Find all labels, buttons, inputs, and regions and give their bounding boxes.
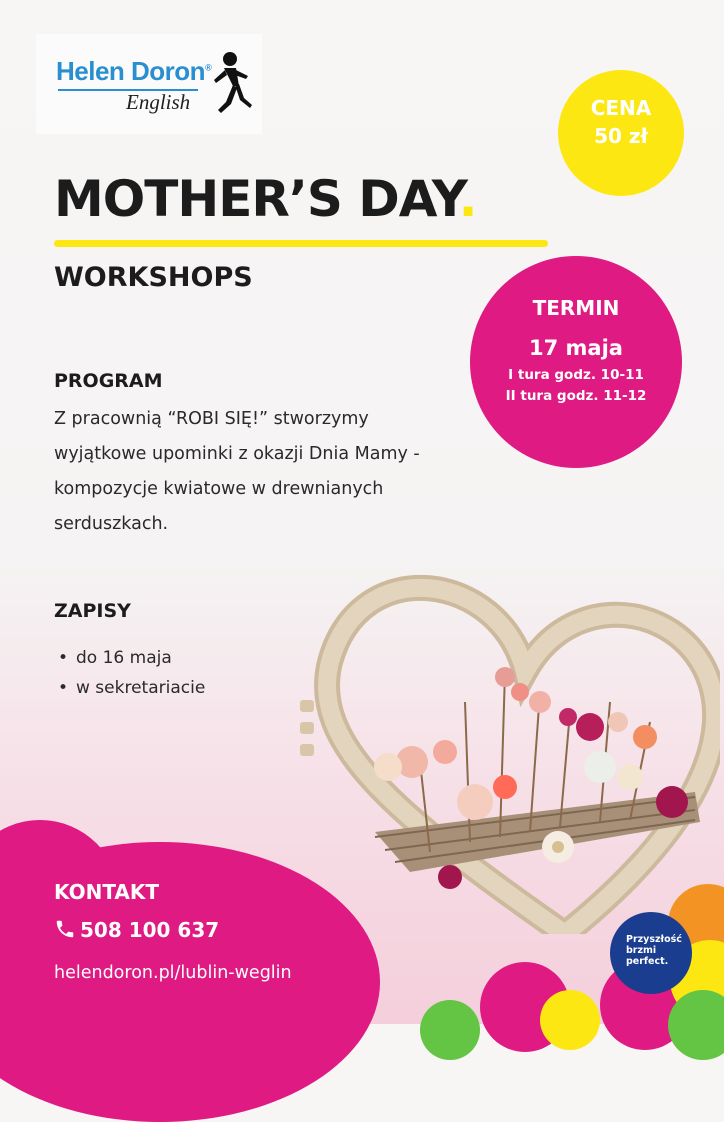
price-amount: 50 zł xyxy=(594,124,648,148)
brand-subtitle: English xyxy=(126,90,191,114)
program-line: Z pracownią “ROBI SIĘ!” stworzymy xyxy=(54,409,369,429)
page-title: MOTHER’S DAY. xyxy=(54,170,477,228)
list-item: • w sekretariacie xyxy=(54,673,205,703)
website-link[interactable]: helendoron.pl/lublin-weglin xyxy=(54,963,292,983)
slogan-line: Przyszłość xyxy=(626,934,682,945)
program-line: serduszkach. xyxy=(54,514,169,534)
termin-circle xyxy=(470,256,682,468)
phone-text: 508 100 637 xyxy=(80,918,220,942)
title-dot: . xyxy=(458,170,477,228)
program-heading: PROGRAM xyxy=(54,370,163,392)
phone-number[interactable] xyxy=(54,918,219,942)
slogan-line: brzmi xyxy=(626,945,657,956)
program-line: wyjątkowe upominki z okazji Dnia Mamy - xyxy=(54,444,420,464)
decor-circle-green2 xyxy=(668,990,724,1060)
price-circle xyxy=(558,70,684,196)
slogan-badge xyxy=(610,912,692,994)
walking-boy-icon xyxy=(206,50,254,118)
page-subtitle: WORKSHOPS xyxy=(54,262,253,293)
registered-mark: ® xyxy=(205,62,212,73)
program-description xyxy=(54,402,454,542)
termin-slot: II tura godz. 11-12 xyxy=(505,388,647,404)
program-line: kompozycje kwiatowe w drewnianych xyxy=(54,479,384,499)
title-underline xyxy=(54,240,548,247)
zapisy-list xyxy=(54,643,205,703)
brand-name: Helen Doron® xyxy=(56,56,212,86)
zapisy-heading: ZAPISY xyxy=(54,600,131,622)
price-label: CENA xyxy=(590,96,652,120)
termin-date: 17 maja xyxy=(529,336,623,360)
termin-slot: I tura godz. 10-11 xyxy=(508,367,644,383)
contact-heading: KONTAKT xyxy=(54,880,160,904)
heart-flower-photo xyxy=(300,552,720,934)
decor-circle-yellow xyxy=(540,990,600,1050)
list-item: • do 16 maja xyxy=(54,643,205,673)
slogan-line: perfect. xyxy=(626,956,669,967)
phone-icon xyxy=(54,918,76,940)
decor-circle-green xyxy=(420,1000,480,1060)
termin-heading: TERMIN xyxy=(532,296,620,320)
